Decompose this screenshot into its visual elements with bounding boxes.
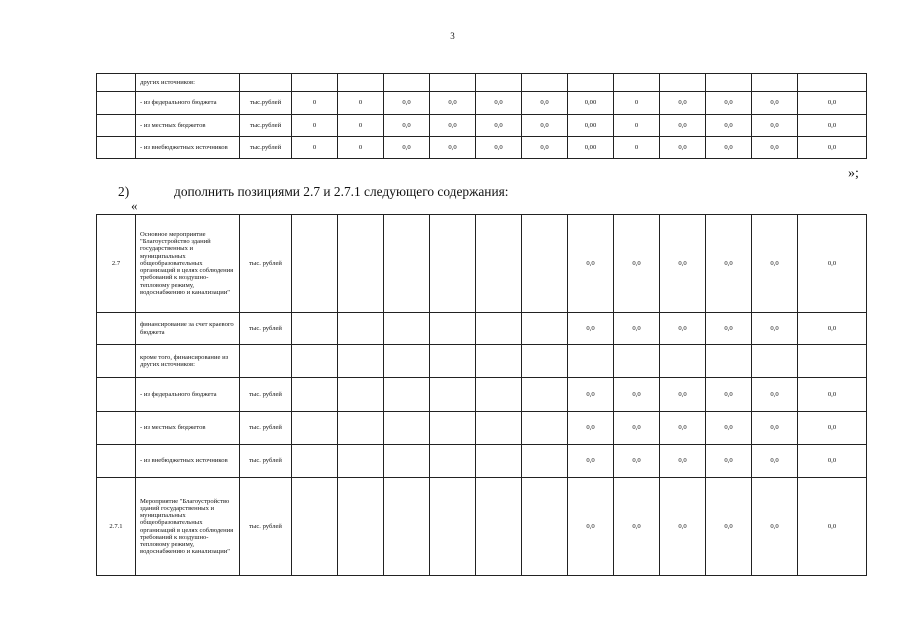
top-table <box>96 73 867 159</box>
value-cell: 0 <box>338 92 384 115</box>
value-cell: 0,0 <box>660 445 706 478</box>
instruction-line <box>118 184 509 200</box>
row-code <box>97 378 136 412</box>
value-cell: 0,0 <box>660 313 706 345</box>
row-unit: тыс.рублей <box>240 115 292 137</box>
value-cell: 0,0 <box>476 137 522 159</box>
table-row <box>97 92 867 115</box>
table-row <box>97 412 867 445</box>
value-cell: 0,0 <box>706 478 752 576</box>
row-code <box>97 115 136 137</box>
value-cell: 0 <box>292 92 338 115</box>
value-cell: 0,0 <box>798 215 867 313</box>
value-cell <box>430 412 476 445</box>
value-cell: 0,0 <box>660 92 706 115</box>
value-cell: 0,0 <box>614 412 660 445</box>
value-cell: 0,0 <box>660 137 706 159</box>
row-name: Основное мероприятие "Благоустройство зданий государственных и муниципальных общеобразовательных организаций в целях соблюдения требований к воздушно-тепловому режиму, водоснабжению и канализации" <box>136 215 240 313</box>
value-cell: 0,0 <box>752 215 798 313</box>
value-cell <box>338 445 384 478</box>
value-cell: 0,0 <box>660 478 706 576</box>
table-row <box>97 215 867 313</box>
value-cell: 0,0 <box>752 313 798 345</box>
value-cell: 0,0 <box>660 412 706 445</box>
value-cell: 0,0 <box>706 412 752 445</box>
value-cell: 0,0 <box>614 445 660 478</box>
row-unit: тыс. рублей <box>240 378 292 412</box>
value-cell: 0,00 <box>568 137 614 159</box>
value-cell <box>338 412 384 445</box>
closing-quote: »; <box>848 166 859 181</box>
value-cell: 0,0 <box>752 115 798 137</box>
value-cell: 0,0 <box>430 137 476 159</box>
value-cell <box>568 345 614 378</box>
row-name: - из федерального бюджета <box>136 378 240 412</box>
value-cell: 0,0 <box>798 92 867 115</box>
bottom-table-body <box>97 215 867 576</box>
row-name: - из внебюджетных источников <box>136 445 240 478</box>
value-cell <box>614 74 660 92</box>
row-unit <box>240 345 292 378</box>
value-cell: 0,0 <box>384 115 430 137</box>
value-cell <box>476 74 522 92</box>
value-cell <box>384 313 430 345</box>
value-cell: 0,0 <box>706 378 752 412</box>
value-cell <box>430 478 476 576</box>
value-cell <box>660 74 706 92</box>
instruction-number: 2) <box>118 184 130 199</box>
value-cell <box>476 345 522 378</box>
instruction-text: дополнить позициями 2.7 и 2.7.1 следующего содержания: <box>174 184 509 199</box>
table-row <box>97 137 867 159</box>
row-name: Мероприятие "Благоустройство зданий государственных и муниципальных общеобразовательных организаций в целях соблюдения требований к воздушно-тепловому режиму, водоснабжению и канализации" <box>136 478 240 576</box>
row-code <box>97 445 136 478</box>
row-name: - из местных бюджетов <box>136 412 240 445</box>
value-cell: 0 <box>338 115 384 137</box>
value-cell: 0,0 <box>706 215 752 313</box>
value-cell <box>384 412 430 445</box>
value-cell: 0 <box>292 137 338 159</box>
value-cell: 0,0 <box>706 445 752 478</box>
value-cell <box>384 215 430 313</box>
row-code <box>97 92 136 115</box>
value-cell <box>384 345 430 378</box>
value-cell: 0,0 <box>752 378 798 412</box>
value-cell: 0,0 <box>798 412 867 445</box>
value-cell: 0,0 <box>384 92 430 115</box>
row-name: - из федерального бюджета <box>136 92 240 115</box>
row-unit: тыс.рублей <box>240 92 292 115</box>
value-cell <box>292 74 338 92</box>
value-cell <box>522 74 568 92</box>
value-cell <box>292 313 338 345</box>
table-row <box>97 378 867 412</box>
row-code <box>97 313 136 345</box>
value-cell <box>798 345 867 378</box>
value-cell: 0 <box>614 92 660 115</box>
page-number: 3 <box>450 31 455 41</box>
value-cell <box>522 313 568 345</box>
value-cell: 0,0 <box>660 215 706 313</box>
value-cell <box>292 445 338 478</box>
value-cell: 0 <box>292 115 338 137</box>
value-cell <box>614 345 660 378</box>
value-cell <box>430 313 476 345</box>
row-unit <box>240 74 292 92</box>
value-cell <box>706 74 752 92</box>
value-cell: 0,0 <box>568 445 614 478</box>
row-name: других источников: <box>136 74 240 92</box>
value-cell <box>476 313 522 345</box>
value-cell <box>292 345 338 378</box>
value-cell: 0,0 <box>568 412 614 445</box>
value-cell <box>522 345 568 378</box>
value-cell: 0,0 <box>752 445 798 478</box>
table-row <box>97 74 867 92</box>
row-unit: тыс.рублей <box>240 137 292 159</box>
value-cell <box>430 215 476 313</box>
value-cell <box>522 445 568 478</box>
value-cell: 0,0 <box>752 412 798 445</box>
value-cell: 0,0 <box>752 92 798 115</box>
value-cell: 0,0 <box>706 313 752 345</box>
value-cell: 0,0 <box>752 478 798 576</box>
value-cell <box>384 74 430 92</box>
value-cell <box>384 478 430 576</box>
value-cell <box>384 445 430 478</box>
value-cell: 0,00 <box>568 92 614 115</box>
row-unit: тыс. рублей <box>240 445 292 478</box>
value-cell: 0,0 <box>522 137 568 159</box>
value-cell: 0,0 <box>568 478 614 576</box>
value-cell: 0,0 <box>568 313 614 345</box>
row-code <box>97 412 136 445</box>
value-cell <box>292 378 338 412</box>
value-cell <box>338 74 384 92</box>
value-cell <box>292 412 338 445</box>
value-cell: 0,0 <box>476 115 522 137</box>
value-cell: 0 <box>614 137 660 159</box>
value-cell <box>338 378 384 412</box>
value-cell <box>522 478 568 576</box>
value-cell: 0,0 <box>798 137 867 159</box>
row-name: - из местных бюджетов <box>136 115 240 137</box>
row-name: кроме того, финансирование из других источников: <box>136 345 240 378</box>
value-cell: 0,0 <box>522 115 568 137</box>
row-unit: тыс. рублей <box>240 313 292 345</box>
value-cell <box>660 345 706 378</box>
value-cell: 0,0 <box>706 115 752 137</box>
value-cell <box>752 345 798 378</box>
row-code: 2.7.1 <box>97 478 136 576</box>
value-cell <box>384 378 430 412</box>
top-table-body <box>97 74 867 159</box>
row-code <box>97 137 136 159</box>
value-cell: 0,0 <box>522 92 568 115</box>
value-cell <box>476 378 522 412</box>
value-cell <box>292 215 338 313</box>
value-cell: 0,0 <box>798 313 867 345</box>
value-cell: 0,00 <box>568 115 614 137</box>
value-cell <box>476 445 522 478</box>
table-row <box>97 478 867 576</box>
value-cell <box>338 478 384 576</box>
value-cell: 0,0 <box>568 215 614 313</box>
value-cell <box>522 215 568 313</box>
row-code: 2.7 <box>97 215 136 313</box>
row-code <box>97 74 136 92</box>
value-cell <box>430 378 476 412</box>
value-cell <box>522 412 568 445</box>
table-row <box>97 313 867 345</box>
value-cell: 0 <box>338 137 384 159</box>
value-cell <box>338 345 384 378</box>
table-row <box>97 345 867 378</box>
value-cell: 0,0 <box>614 215 660 313</box>
row-name: - из внебюджетных источников <box>136 137 240 159</box>
value-cell <box>292 478 338 576</box>
value-cell <box>752 74 798 92</box>
value-cell: 0,0 <box>706 92 752 115</box>
value-cell <box>476 412 522 445</box>
value-cell <box>430 445 476 478</box>
row-name: финансирование за счет краевого бюджета <box>136 313 240 345</box>
row-unit: тыс. рублей <box>240 412 292 445</box>
value-cell <box>430 345 476 378</box>
value-cell <box>706 345 752 378</box>
row-code <box>97 345 136 378</box>
table-row <box>97 445 867 478</box>
value-cell <box>476 478 522 576</box>
value-cell <box>476 215 522 313</box>
value-cell <box>338 215 384 313</box>
value-cell <box>522 378 568 412</box>
value-cell <box>338 313 384 345</box>
value-cell: 0,0 <box>660 378 706 412</box>
value-cell: 0,0 <box>430 92 476 115</box>
value-cell: 0,0 <box>384 137 430 159</box>
value-cell: 0,0 <box>798 445 867 478</box>
value-cell: 0,0 <box>660 115 706 137</box>
value-cell <box>568 74 614 92</box>
row-unit: тыс. рублей <box>240 215 292 313</box>
value-cell <box>430 74 476 92</box>
value-cell: 0,0 <box>568 378 614 412</box>
table-row <box>97 115 867 137</box>
value-cell: 0,0 <box>614 478 660 576</box>
value-cell: 0,0 <box>798 478 867 576</box>
value-cell: 0,0 <box>752 137 798 159</box>
value-cell: 0,0 <box>798 115 867 137</box>
value-cell: 0,0 <box>614 378 660 412</box>
value-cell: 0 <box>614 115 660 137</box>
value-cell: 0,0 <box>430 115 476 137</box>
value-cell: 0,0 <box>614 313 660 345</box>
opening-quote: « <box>131 198 138 213</box>
value-cell <box>798 74 867 92</box>
value-cell: 0,0 <box>798 378 867 412</box>
bottom-table <box>96 214 867 576</box>
value-cell: 0,0 <box>476 92 522 115</box>
row-unit: тыс. рублей <box>240 478 292 576</box>
value-cell: 0,0 <box>706 137 752 159</box>
